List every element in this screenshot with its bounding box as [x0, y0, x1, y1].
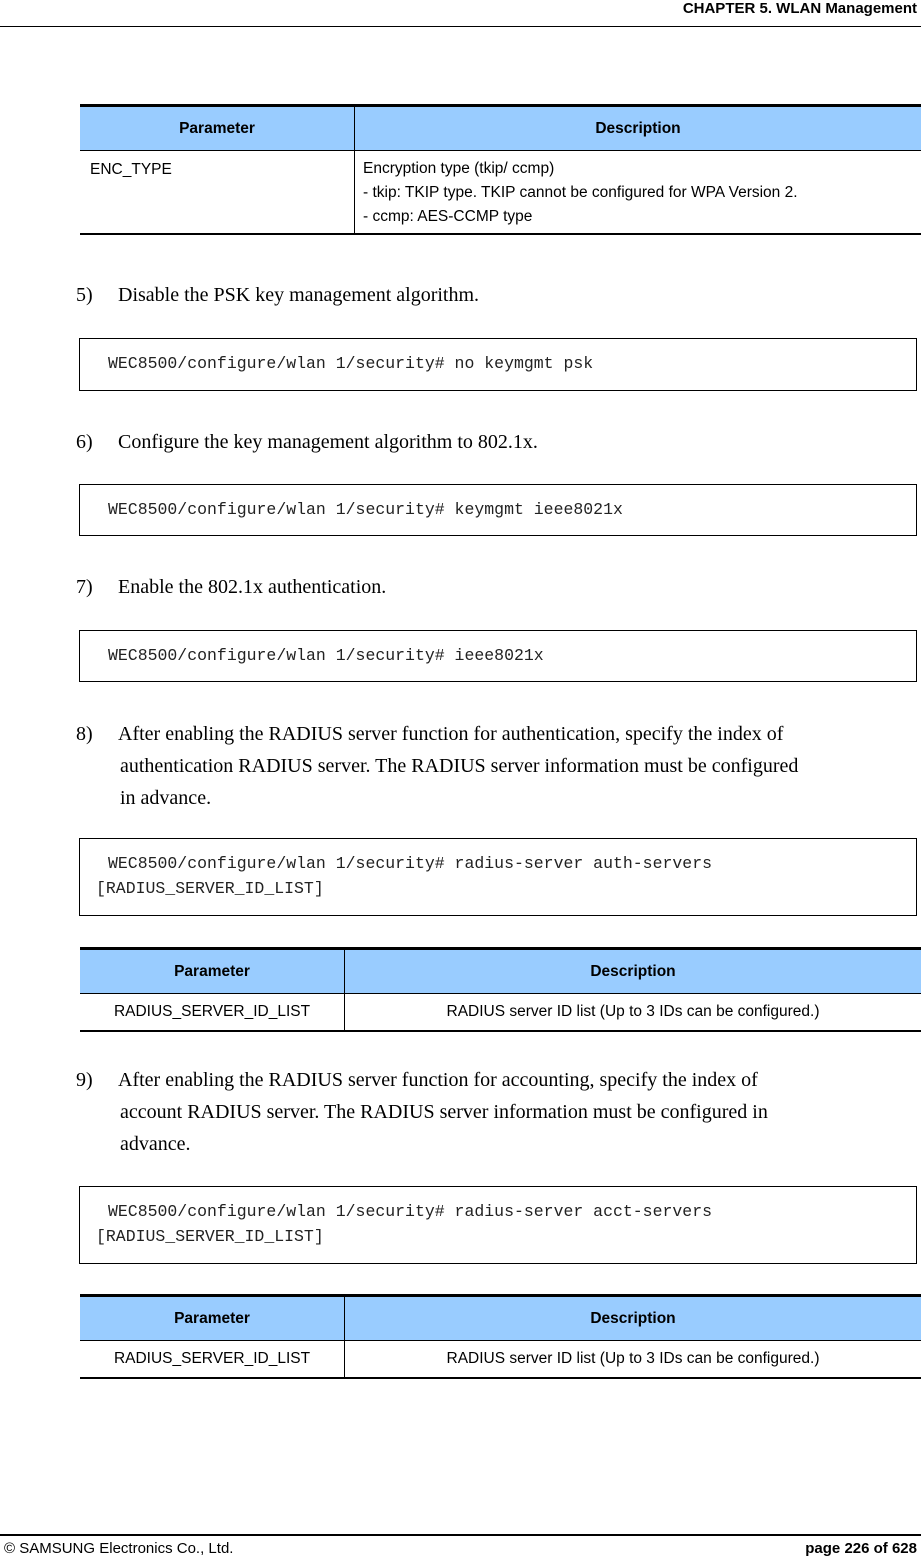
code-block-step-8	[79, 838, 917, 916]
footer-divider	[0, 1534, 921, 1536]
step-text: Configure the key management algorithm to 802.1x.	[118, 431, 538, 453]
step-text-line: in advance.	[120, 787, 212, 809]
parameter-table-acct-servers	[80, 1294, 921, 1379]
column-header-description: Description	[345, 949, 921, 994]
parameter-table-auth-servers	[80, 947, 921, 1032]
step-text-line: account RADIUS server. The RADIUS server information must be configured in	[120, 1101, 768, 1123]
column-header-description: Description	[345, 1296, 921, 1341]
description-line: - ccmp: AES-CCMP type	[363, 208, 533, 225]
step-9	[76, 1064, 906, 1160]
step-text: Enable the 802.1x authentication.	[118, 576, 387, 598]
code-block-step-5	[79, 338, 917, 391]
chapter-header: CHAPTER 5. WLAN Management	[682, 0, 917, 17]
description-cell: RADIUS server ID list (Up to 3 IDs can be configured.)	[345, 1341, 921, 1379]
code-block-step-6	[79, 484, 917, 536]
column-header-parameter: Parameter	[80, 1296, 345, 1341]
column-header-description: Description	[355, 106, 921, 151]
step-text-line: advance.	[120, 1133, 191, 1155]
param-cell: ENC_TYPE	[80, 151, 355, 235]
step-number: 5)	[76, 284, 93, 306]
header-divider	[0, 26, 921, 27]
code-line: WEC8500/configure/wlan 1/security# no keymgmt psk	[108, 354, 594, 373]
step-number: 7)	[76, 576, 93, 598]
code-line: WEC8500/configure/wlan 1/security# radius-server acct-servers	[108, 1202, 712, 1221]
code-line: [RADIUS_SERVER_ID_LIST]	[96, 1227, 324, 1246]
page-number: page 226 of 628	[805, 1540, 917, 1557]
step-text-line: After enabling the RADIUS server function for accounting, specify the index of	[118, 1069, 758, 1091]
column-header-parameter: Parameter	[80, 949, 345, 994]
step-5	[76, 281, 906, 309]
step-number: 9)	[76, 1069, 93, 1091]
description-cell: RADIUS server ID list (Up to 3 IDs can be configured.)	[345, 994, 921, 1032]
step-number: 8)	[76, 723, 93, 745]
description-cell	[355, 151, 921, 235]
column-header-parameter: Parameter	[80, 106, 355, 151]
step-text-line: authentication RADIUS server. The RADIUS server information must be configured	[120, 755, 799, 777]
code-line: WEC8500/configure/wlan 1/security# radius-server auth-servers	[108, 854, 712, 873]
step-number: 6)	[76, 431, 93, 453]
description-line: - tkip: TKIP type. TKIP cannot be configured for WPA Version 2.	[363, 184, 798, 201]
step-7	[76, 573, 906, 601]
parameter-table-enc-type	[80, 104, 921, 235]
code-line: WEC8500/configure/wlan 1/security# ieee8021x	[108, 646, 544, 665]
description-line: Encryption type (tkip/ ccmp)	[363, 160, 555, 177]
param-cell: RADIUS_SERVER_ID_LIST	[80, 994, 345, 1032]
code-block-step-9	[79, 1186, 917, 1264]
step-text: Disable the PSK key management algorithm.	[118, 284, 480, 306]
step-text-line: After enabling the RADIUS server function for authentication, specify the index of	[118, 723, 784, 745]
copyright: © SAMSUNG Electronics Co., Ltd.	[4, 1540, 234, 1557]
code-line: WEC8500/configure/wlan 1/security# keymgmt ieee8021x	[108, 500, 623, 519]
step-6	[76, 428, 906, 456]
step-8	[76, 718, 906, 814]
code-line: [RADIUS_SERVER_ID_LIST]	[96, 879, 324, 898]
step-text-block	[76, 718, 906, 814]
param-cell: RADIUS_SERVER_ID_LIST	[80, 1341, 345, 1379]
code-block-step-7	[79, 630, 917, 682]
step-text-block	[76, 1064, 906, 1160]
